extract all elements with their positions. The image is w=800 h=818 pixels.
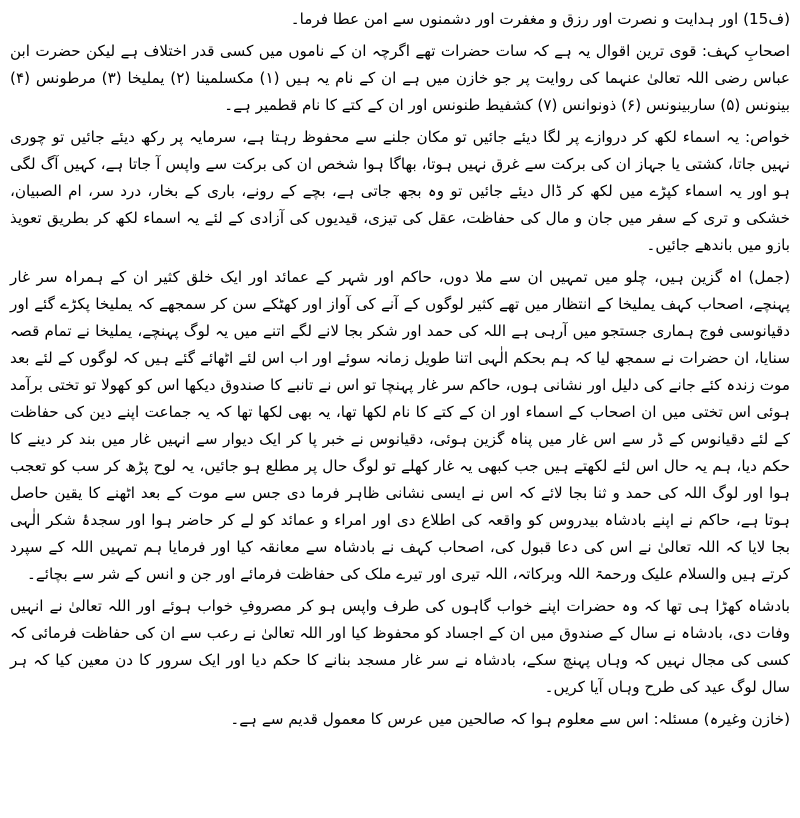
footnote-15-paragraph: (ف15) اور ہدایت و نصرت اور رزق و مغفرت اور دشمنوں سے امن عطا فرما۔ [290,10,790,28]
king-narrative-paragraph: بادشاہ کھڑا ہی تھا کہ وہ حضرات اپنے خواب گاہوں کی طرف واپس ہو کر مصروفِ خواب ہوئے اور اللہ تعالیٰ نے انہیں وفات دی، بادشاہ نے سال کے صندوق میں ان کے اجساد کو محفوظ کیا اور اللہ تعالیٰ نے رعب سے ان کی حفاظت فرمائی کہ کسی کی مجال نہیں کہ وہاں پہنچ سکے، بادشاہ نے سر غار مسجد بنانے کا حکم دیا اور ایک سرور کا دن معین کیا کہ ہر سال لوگ عید کی طرح وہاں آیا کریں۔ [10,597,790,696]
khawas-paragraph: خواص: یہ اسماء لکھ کر دروازے پر لگا دیئے جائیں تو مکان جلنے سے محفوظ رہتا ہے، سرمایہ پر رکھ دیئے جائیں تو چوری نہیں جاتا، کشتی یا جہاز ان کی برکت سے غرق نہیں ہوتا، بھاگا ہوا شخص ان کی برکت سے واپس آ جاتا ہے، کہیں آگ لگی ہو اور یہ اسماء کپڑے میں لکھ کر ڈال دیئے جائیں تو وہ بجھ جاتی ہے، بچے کے رونے، باری کے بخار، درد سر، ام الصبیان، خشکی و تری کے سفر میں جان و مال کی حفاظت، عقل کی تیزی، قیدیوں کی آزادی کے لئے یہ اسماء لکھ کر بطریق تعویذ بازو میں باندھے جائیں۔ [10,128,790,254]
jumal-narrative-paragraph: (جمل) اہ گزین ہیں، چلو میں تمہیں ان سے ملا دوں، حاکم اور شہر کے عمائد اور ایک خلق کثیر ان کے ہمراہ سر غار پہنچے، اصحاب کہف یملیخا کے انتظار میں تھے کثیر لوگوں کے آنے کی آواز اور کھٹکے سن کر سمجھے کہ یملیخا پکڑے گئے اور دقیانوسی فوج ہماری جستجو میں آرہی ہے اللہ کی حمد اور شکر بجا لانے لگے اتنے میں یہ لوگ پہنچے، یملیخا نے تمام قصہ سنایا، ان حضرات نے سمجھ لیا کہ ہم بحکم الٰہی اتنا طویل زمانہ سوئے اور اب اس لئے اٹھائے گئے ہیں کہ لوگوں کے لئے بعد موت زندہ کئے جانے کی دلیل اور نشانی ہوں، حاکم سر غار پہنچا تو اس نے تانبے کا صندوق دیکھا اس کو کھولا تو تختی برآمد ہوئی اس تختی میں ان اصحاب کے اسماء اور ان کے کتے کا نام لکھا تھا، یہ بھی لکھا تھا کہ یہ جماعت اپنے دین کی حفاظت کے لئے دقیانوس کے ڈر سے اس غار میں پناہ گزین ہوئی، دقیانوس نے خبر پا کر ایک دیوار سے انہیں غار میں بند کر دینے کا حکم دیا، ہم یہ حال اس لئے لکھتے ہیں جب کبھی یہ غار کھلے تو لوگ حال پر مطلع ہو جائیں، یہ لوح پڑھ کر سب کو تعجب ہوا اور لوگ اللہ کی حمد و ثنا بجا لائے کہ اس نے ایسی نشانی ظاہر فرما دی جس سے موت کے بعد اٹھنے کا یقین حاصل ہوتا ہے، حاکم نے اپنے بادشاہ بیدروس کو واقعہ کی اطلاع دی اور امراء و عمائد کو لے کر حاضر ہوا اور سجدۂ شکر الٰہی بجا لایا کہ اللہ تعالیٰ نے اس کی دعا قبول کی، اصحاب کہف نے بادشاہ سے معانقہ کیا اور فرمایا ہم تمہیں اللہ کے سپرد کرتے ہیں والسلام علیک ورحمۃ اللہ وبرکاتہ، اللہ تیری اور تیرے ملک کی حفاظت فرمائے اور جن و انس کے شر سے بچائے۔ [10,268,790,583]
ashab-e-kahf-names-paragraph: اصحابِ کہف: قوی ترین اقوال یہ ہے کہ سات حضرات تھے اگرچہ ان کے ناموں میں کسی قدر اختلاف ہے لیکن حضرت ابن عباس رضی اللہ تعالیٰ عنہما کی روایت پر جو خازن میں ہے ان کے نام یہ ہیں (۱) مکسلمینا (۲) یملیخا (۳) مرطونس (۴) بینونس (۵) ساربینونس (۶) ذونوانس (۷) کشفیط طنونس اور ان کے کتے کا نام قطمیر ہے۔ [10,42,790,114]
masala-paragraph: (خازن وغیرہ) مسئلہ: اس سے معلوم ہوا کہ صالحین میں عرس کا معمول قدیم سے ہے۔ [230,710,790,728]
